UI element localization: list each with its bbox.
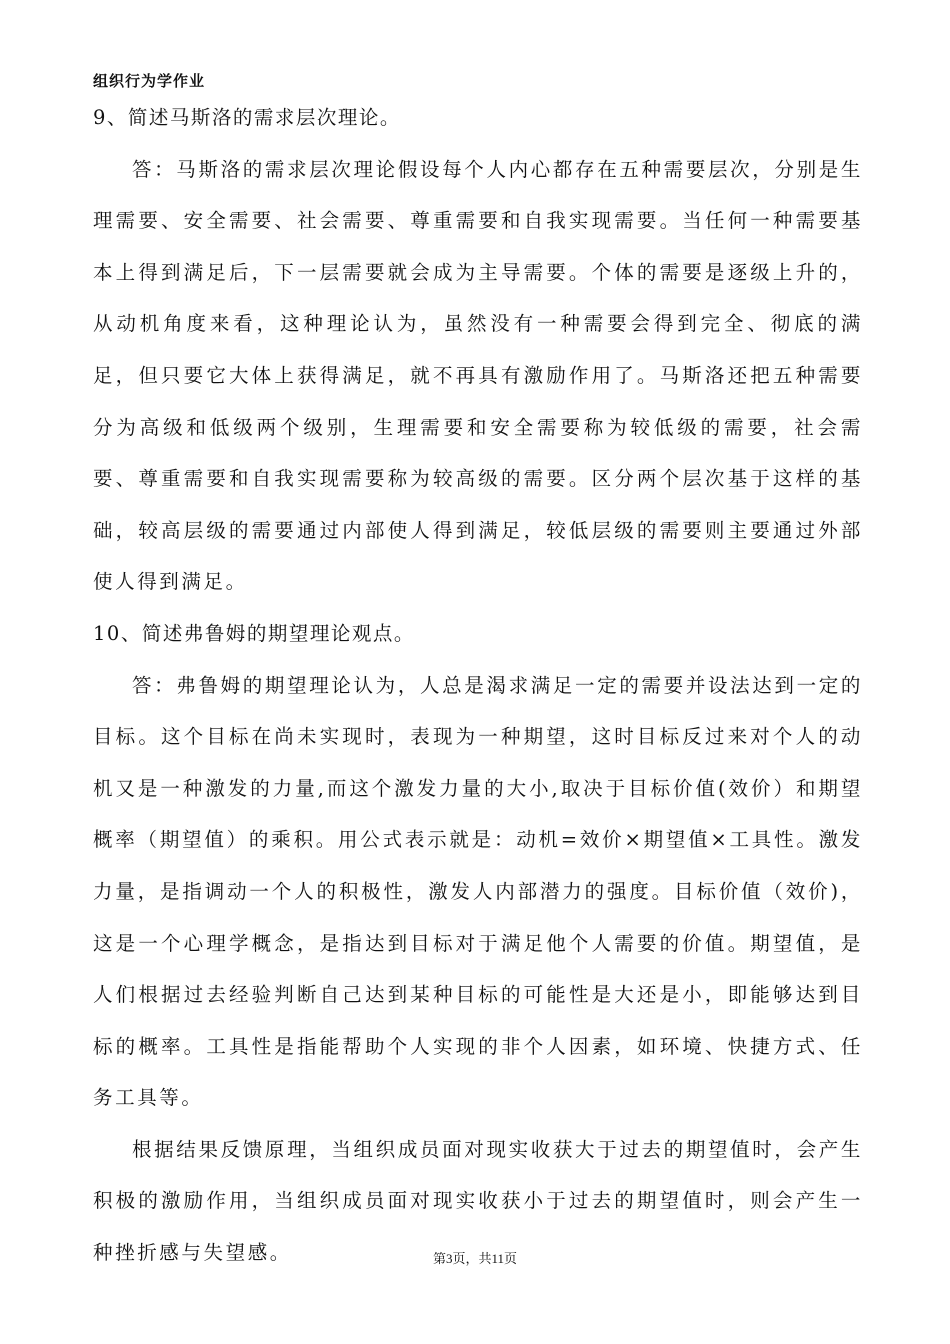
page-number: 第3页，共11页 xyxy=(432,1251,518,1266)
question-9: 9、简述马斯洛的需求层次理论。 xyxy=(93,106,401,129)
document-body xyxy=(93,92,863,1279)
answer-10: 答：弗鲁姆的期望理论认为，人总是渴求满足一定的需要并设法达到一定的目标。这个目标在尚未实现时，表现为一种期望，这时目标反过来对个人的动机又是一种激发的力量,而这个激发力量的大小,取决于目标价值(效价）和期望概率（期望值）的乘积。用公式表示就是：动机=效价×期望值×工具性。激发力量，是指调动一个人的积极性，激发人内部潜力的强度。目标价值（效价)，这是一个心理学概念，是指达到目标对于满足他个人需要的价值。期望值，是人们根据过去经验判断自己达到某种目标的可能性是大还是小，即能够达到目标的概率。工具性是指能帮助个人实现的非个人因素，如环境、快捷方式、任务工具等。 xyxy=(93,673,863,1110)
document-header-title: 组织行为学作业 xyxy=(93,72,206,90)
question-10: 10、简述弗鲁姆的期望理论观点。 xyxy=(93,621,415,645)
answer-10-extra: 根据结果反馈原理，当组织成员面对现实收获大于过去的期望值时，会产生积极的激励作用，当组织成员面对现实收获小于过去的期望值时，则会产生一种挫折感与失望感。 xyxy=(93,1137,863,1265)
answer-9: 答：马斯洛的需求层次理论假设每个人内心都存在五种需要层次，分别是生理需要、安全需要、社会需要、尊重需要和自我实现需要。当任何一种需要基本上得到满足后，下一层需要就会成为主导需要。个体的需要是逐级上升的，从动机角度来看，这种理论认为，虽然没有一种需要会得到完全、彻底的满足，但只要它大体上获得满足，就不再具有激励作用了。马斯洛还把五种需要分为高级和低级两个级别，生理需要和安全需要称为较低级的需要，社会需要、尊重需要和自我实现需要称为较高级的需要。区分两个层次基于这样的基础，较高层级的需要通过内部使人得到满足，较低层级的需要则主要通过外部使人得到满足。 xyxy=(93,157,863,594)
